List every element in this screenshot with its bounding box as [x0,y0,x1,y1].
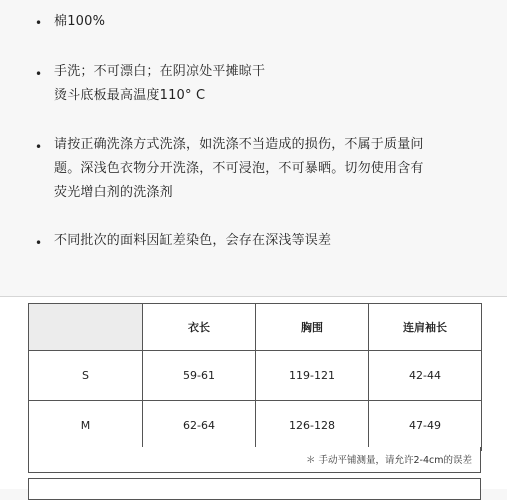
header-sleeve: 连肩袖长 [369,304,482,351]
sleeve-value: 47-49 [369,401,482,451]
bullet: • [35,140,43,154]
bullet: • [35,236,43,250]
note-care-line-3: 荧光增白剂的洗涤剂 [54,185,173,200]
note-wash-line-1: 手洗；不可漂白；在阴凉处平摊晾干 [54,64,266,79]
size-label: M [29,401,143,451]
note-color-variance: 不同批次的面料因缸差染色，会存在深浅等误差 [54,233,332,248]
note-care-line-1: 请按正确洗涤方式洗涤，如洗涤不当造成的损伤，不属于质量问 [54,137,424,152]
chest-value: 119-121 [256,351,369,401]
measurement-footnote: ＊ 手动平铺测量，请允许2-4cm的误差 [305,455,472,466]
table-header-row [29,304,482,351]
note-material: 棉100% [54,14,106,29]
table-row [29,351,482,401]
bullet: • [35,67,43,81]
length-value: 59-61 [143,351,256,401]
bottom-frame [28,478,481,500]
header-length: 衣长 [143,304,256,351]
header-blank [29,304,143,351]
size-label: S [29,351,143,401]
note-care-line-2: 题。深浅色衣物分开洗涤，不可浸泡，不可暴晒。切勿使用含有 [54,161,424,176]
table-row [29,401,482,451]
length-value: 62-64 [143,401,256,451]
size-table [28,303,482,451]
header-chest: 胸围 [256,304,369,351]
footnote-row [28,447,481,473]
note-wash-line-2: 烫斗底板最高温度110° C [54,88,206,103]
size-chart [0,296,507,489]
chest-value: 126-128 [256,401,369,451]
sleeve-value: 42-44 [369,351,482,401]
bullet: • [35,16,43,30]
